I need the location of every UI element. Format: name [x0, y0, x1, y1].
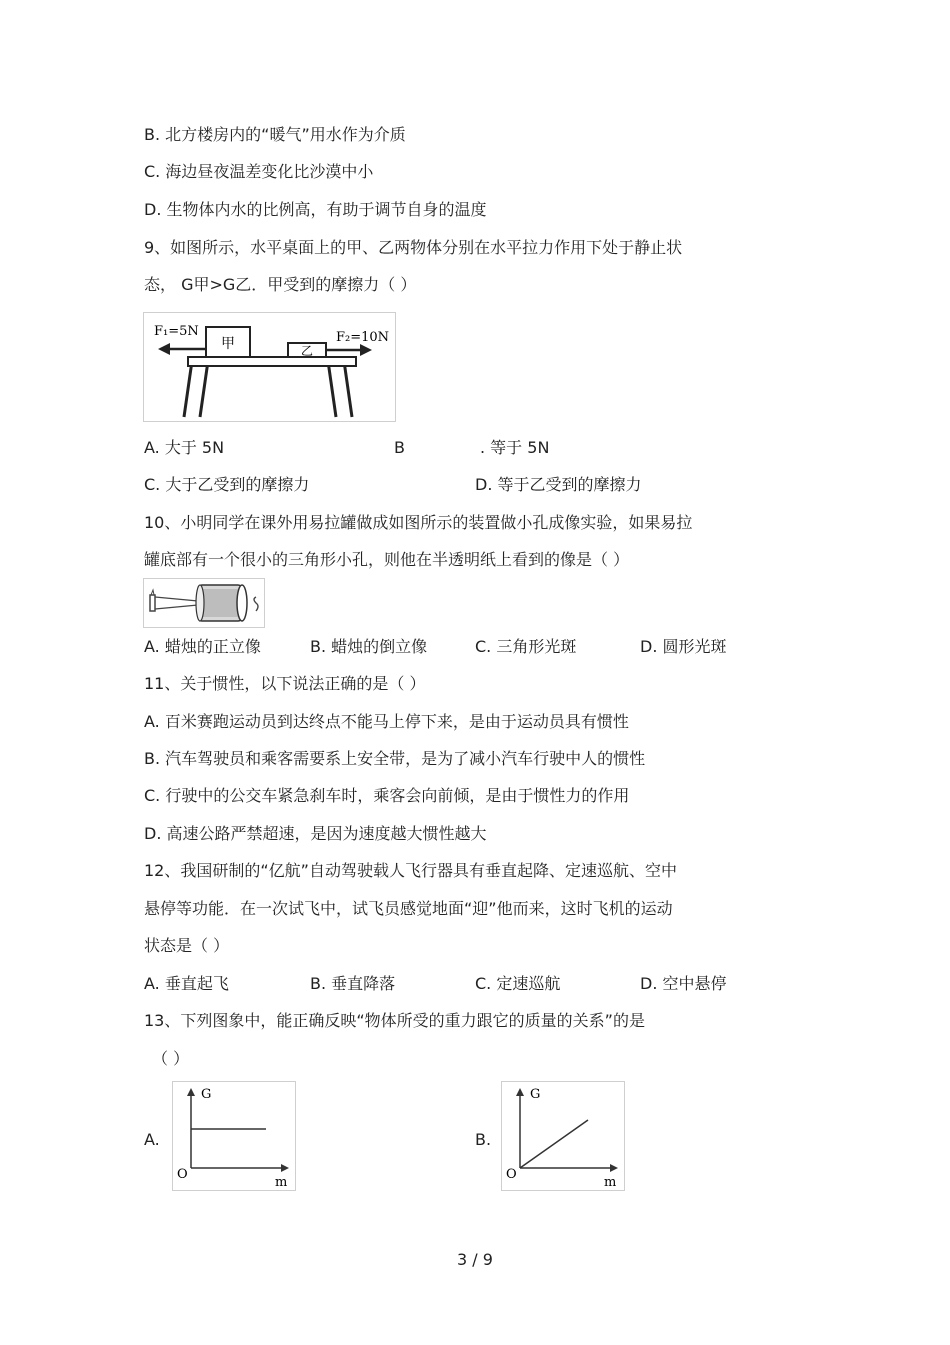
graph-b-origin: O	[506, 1167, 517, 1182]
q9-option-d: D. 等于乙受到的摩擦力	[475, 475, 642, 494]
q13-stem-line2: （ ）	[152, 1049, 190, 1068]
q13-option-b-label: B.	[475, 1130, 492, 1149]
f2-label: F₂=10N	[336, 330, 390, 345]
f1-label: F₁=5N	[154, 324, 199, 339]
q12-option-a: A. 垂直起飞	[144, 974, 229, 993]
graph-b-y-label: G	[530, 1087, 541, 1102]
q12-stem-line2: 悬停等功能．在一次试飞中，试飞员感觉地面“迎”他而来，这时飞机的运动	[144, 899, 673, 918]
q9-option-c: C. 大于乙受到的摩擦力	[144, 475, 310, 494]
q9-option-a: A. 大于 5N	[144, 438, 225, 457]
q13-graph-a	[172, 1081, 296, 1191]
graph-b-line	[520, 1120, 588, 1168]
q10-stem-line2: 罐底部有一个很小的三角形小孔，则他在半透明纸上看到的像是（ ）	[144, 550, 630, 569]
block-yi-label: 乙	[300, 344, 314, 358]
q10-option-c: C. 三角形光斑	[475, 637, 577, 656]
q8-option-d: D. 生物体内水的比例高，有助于调节自身的温度	[144, 200, 487, 219]
q13-option-a-label: A.	[144, 1130, 160, 1149]
q11-stem: 11、关于惯性，以下说法正确的是（ ）	[144, 674, 426, 693]
q10-figure-pinhole-camera	[143, 578, 265, 628]
graph-a-x-label: m	[275, 1175, 288, 1190]
q9-stem-line1: 9、如图所示，水平桌面上的甲、乙两物体分别在水平拉力作用下处于静止状	[144, 238, 683, 257]
q13-stem-line1: 13、下列图象中，能正确反映“物体所受的重力跟它的质量的关系”的是	[144, 1011, 645, 1030]
q12-option-c: C. 定速巡航	[475, 974, 561, 993]
q13-graph-b	[501, 1081, 625, 1191]
q9-option-b-letter: B	[394, 438, 405, 457]
q12-stem-line1: 12、我国研制的“亿航”自动驾驶载人飞行器具有垂直起降、定速巡航、空中	[144, 861, 677, 880]
page-number: 3 / 9	[457, 1250, 493, 1269]
q11-option-c: C. 行驶中的公交车紧急刹车时，乘客会向前倾，是由于惯性力的作用	[144, 786, 630, 805]
q9-figure-table	[143, 312, 396, 422]
q11-option-d: D. 高速公路严禁超速，是因为速度越大惯性越大	[144, 824, 487, 843]
q10-option-d: D. 圆形光斑	[640, 637, 727, 656]
graph-b-x-label: m	[604, 1175, 617, 1190]
graph-a-y-label: G	[201, 1087, 212, 1102]
block-jia-label: 甲	[221, 336, 235, 352]
q10-stem-line1: 10、小明同学在课外用易拉罐做成如图所示的装置做小孔成像实验，如果易拉	[144, 513, 693, 532]
q9-option-b: . 等于 5N	[480, 438, 550, 457]
q9-stem-line2: 态， G甲>G乙．甲受到的摩擦力（ ）	[144, 275, 417, 294]
q10-option-b: B. 蜡烛的倒立像	[310, 637, 428, 656]
q12-option-b: B. 垂直降落	[310, 974, 396, 993]
q10-option-a: A. 蜡烛的正立像	[144, 637, 261, 656]
graph-a-origin: O	[177, 1167, 188, 1182]
q8-option-b: B. 北方楼房内的“暖气”用水作为介质	[144, 125, 406, 144]
q11-option-a: A. 百米赛跑运动员到达终点不能马上停下来，是由于运动员具有惯性	[144, 712, 629, 731]
q12-stem-line3: 状态是（ ）	[144, 936, 230, 955]
q11-option-b: B. 汽车驾驶员和乘客需要系上安全带，是为了减小汽车行驶中人的惯性	[144, 749, 646, 768]
q12-option-d: D. 空中悬停	[640, 974, 727, 993]
q8-option-c: C. 海边昼夜温差变化比沙漠中小	[144, 162, 374, 181]
